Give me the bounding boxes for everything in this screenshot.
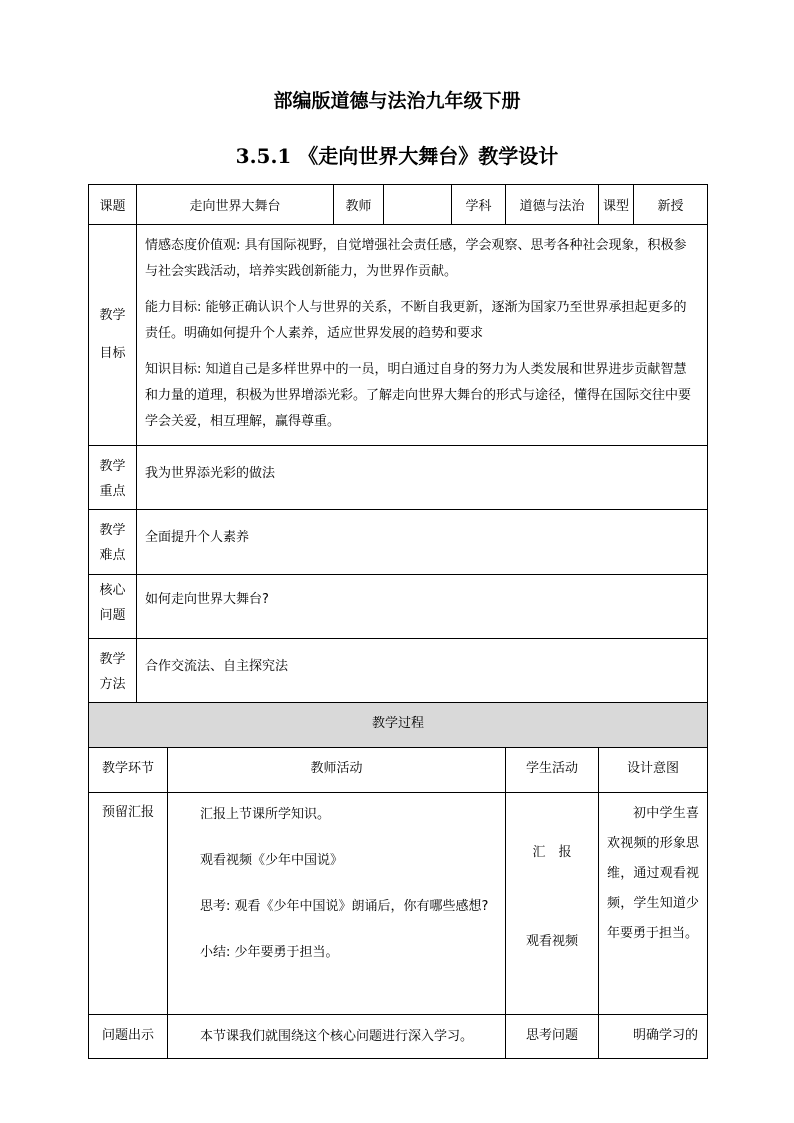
process-teacher-activity	[168, 1015, 506, 1059]
process-title: 教学过程	[89, 703, 708, 748]
process-header-row	[89, 748, 708, 793]
difficulty-value: 全面提升个人素养	[137, 510, 708, 575]
focus-label: 教学 重点	[89, 446, 137, 510]
lesson-plan-table	[88, 184, 708, 1059]
core-label: 核心 问题	[89, 575, 137, 639]
goals-label: 教学 目标	[89, 225, 137, 446]
method-label: 教学 方法	[89, 639, 137, 703]
topic-label: 课题	[89, 185, 137, 225]
subject-value: 道德与法治	[506, 185, 599, 225]
process-intent: 明确学习的	[599, 1015, 708, 1059]
process-row	[89, 793, 708, 1015]
goal-knowledge: 知识目标: 知道自己是多样世界中的一员，明白通过自身的努力为人类发展和世界进步贡献智慧和力量的道理，积极为世界增添光彩。了解走向世界大舞台的形式与途径，懂得在国际交往中要学会关爱，相互理解，赢得尊重。	[145, 362, 692, 429]
focus-value: 我为世界添光彩的做法	[137, 446, 708, 510]
focus-row	[89, 446, 708, 510]
method-row	[89, 639, 708, 703]
student-step: 观看视频	[526, 934, 579, 949]
teacher-label: 教师	[334, 185, 384, 225]
header-row	[89, 185, 708, 225]
teacher-step: 思考: 观看《少年中国说》朗诵后，你有哪些感想?	[200, 899, 489, 914]
topic-value: 走向世界大舞台	[137, 185, 334, 225]
teacher-step: 汇报上节课所学知识。	[200, 807, 331, 822]
teacher-step: 观看视频《少年中国说》	[200, 853, 344, 868]
process-row	[89, 1015, 708, 1059]
student-step: 汇 报	[532, 845, 572, 860]
process-header-student: 学生活动	[506, 748, 599, 793]
process-intent: 初中学生喜欢视频的形象思维，通过观看视频，学生知道少年要勇于担当。	[599, 793, 708, 1015]
goal-ability: 能力目标: 能够正确认识个人与世界的关系，不断自我更新，逐渐为国家乃至世界承担起更多的责任。明确如何提升个人素养，适应世界发展的趋势和要求	[145, 300, 687, 341]
core-value: 如何走向世界大舞台?	[137, 575, 708, 639]
process-header-intent: 设计意图	[599, 748, 708, 793]
method-value: 合作交流法、自主探究法	[137, 639, 708, 703]
goal-attitude: 情感态度价值观: 具有国际视野，自觉增强社会责任感，学会观察、思考各种社会现象，积极参与社会实践活动，培养实践创新能力，为世界作贡献。	[145, 238, 687, 279]
process-teacher-activity	[168, 793, 506, 1015]
document-title: 部编版道德与法治九年级下册	[273, 90, 521, 112]
core-row	[89, 575, 708, 639]
teacher-step: 小结: 少年要勇于担当。	[200, 945, 339, 960]
type-label: 课型	[599, 185, 634, 225]
difficulty-label: 教学 难点	[89, 510, 137, 575]
process-header-stage: 教学环节	[89, 748, 168, 793]
document-subtitle: 3.5.1 《走向世界大舞台》教学设计	[235, 144, 559, 168]
process-title-row	[89, 703, 708, 748]
difficulty-row	[89, 510, 708, 575]
teacher-value	[384, 185, 452, 225]
process-stage: 预留汇报	[89, 793, 168, 1015]
type-value: 新授	[634, 185, 708, 225]
process-header-teacher: 教师活动	[168, 748, 506, 793]
goals-row	[89, 225, 708, 446]
subject-label: 学科	[452, 185, 506, 225]
process-student-activity	[506, 793, 599, 1015]
process-student-activity: 思考问题	[506, 1015, 599, 1059]
teacher-step: 本节课我们就围绕这个核心问题进行深入学习。	[200, 1029, 474, 1044]
process-stage: 问题出示	[89, 1015, 168, 1059]
goals-content	[137, 225, 708, 446]
